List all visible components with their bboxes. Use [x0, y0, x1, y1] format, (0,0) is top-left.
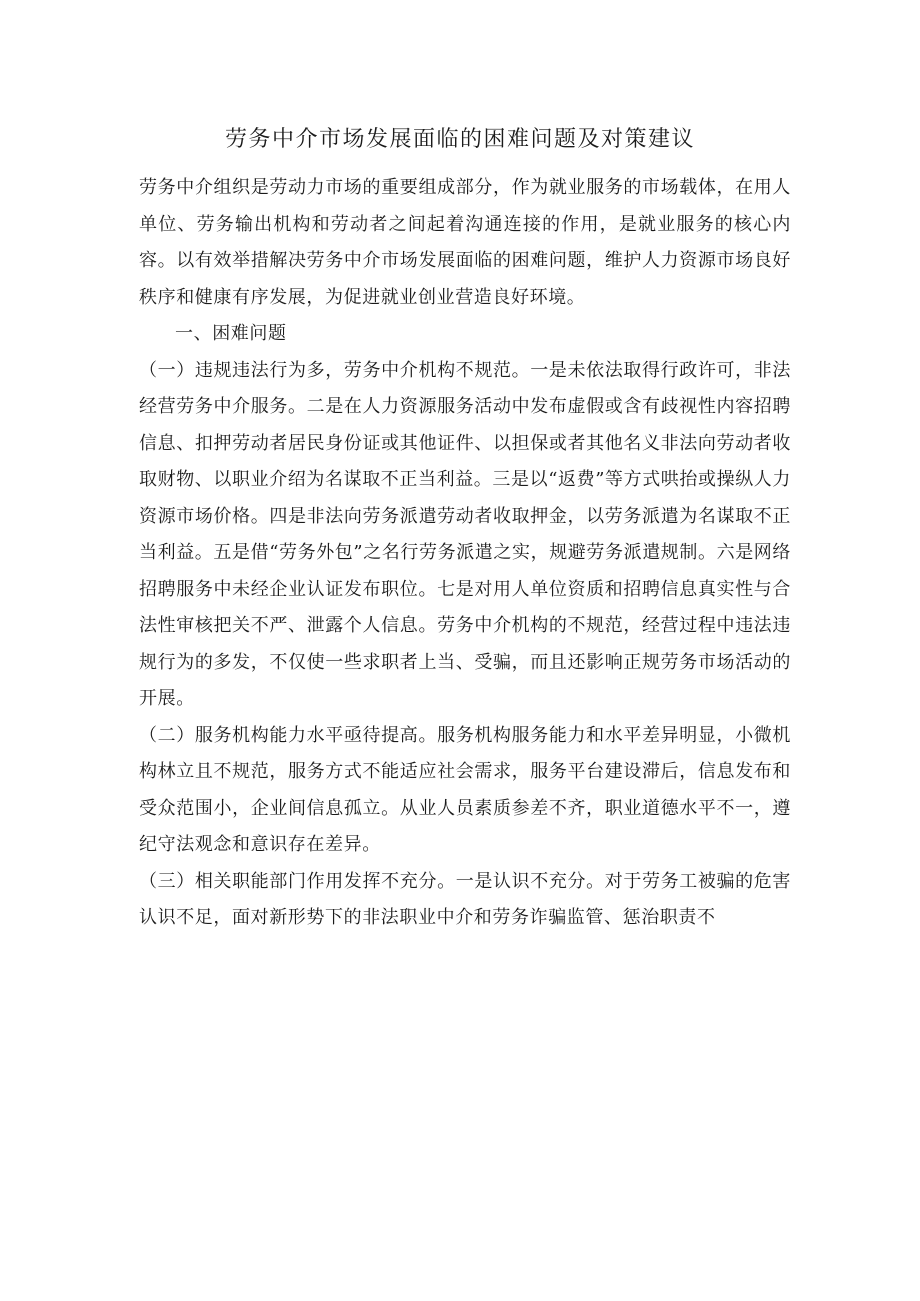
document-body	[139, 170, 791, 937]
paragraph-2: （二）服务机构能力水平亟待提高。服务机构服务能力和水平差异明显，小微机构林立且不规范，服务方式不能适应社会需求，服务平台建设滞后，信息发布和受众范围小，企业间信息孤立。从业人员素质参差不齐，职业道德水平不一，遵纪守法观念和意识存在差异。	[139, 724, 791, 855]
paragraph-3: （三）相关职能部门作用发挥不充分。一是认识不充分。对于劳务工被骗的危害认识不足，面对新形势下的非法职业中介和劳务诈骗监管、惩治职责不	[139, 870, 791, 928]
intro-paragraph: 劳务中介组织是劳动力市场的重要组成部分，作为就业服务的市场载体，在用人单位、劳务输出机构和劳动者之间起着沟通连接的作用，是就业服务的核心内容。以有效举措解决劳务中介市场发展面临的困难问题，维护人力资源市场良好秩序和健康有序发展，为促进就业创业营造良好环境。	[139, 177, 791, 308]
document-title: 劳务中介市场发展面临的困难问题及对策建议	[224, 127, 695, 152]
section-heading: 一、困难问题	[175, 323, 287, 344]
paragraph-1: （一）违规违法行为多，劳务中介机构不规范。一是未依法取得行政许可，非法经营劳务中介服务。二是在人力资源服务活动中发布虚假或含有歧视性内容招聘信息、扣押劳动者居民身份证或其他证件、以担保或者其他名义非法向劳动者收取财物、以职业介绍为名谋取不正当利益。三是以“返费”等方式哄抬或操纵人力资源市场价格。四是非法向劳务派遣劳动者收取押金，以劳务派遣为名谋取不正当利益。五是借“劳务外包”之名行劳务派遣之实，规避劳务派遣规制。六是网络招聘服务中未经企业认证发布职位。七是对用人单位资质和招聘信息真实性与合法性审核把关不严、泄露个人信息。劳务中介机构的不规范，经营过程中违法违规行为的多发，不仅使一些求职者上当、受骗，而且还影响正规劳务市场活动的开展。	[139, 359, 792, 709]
